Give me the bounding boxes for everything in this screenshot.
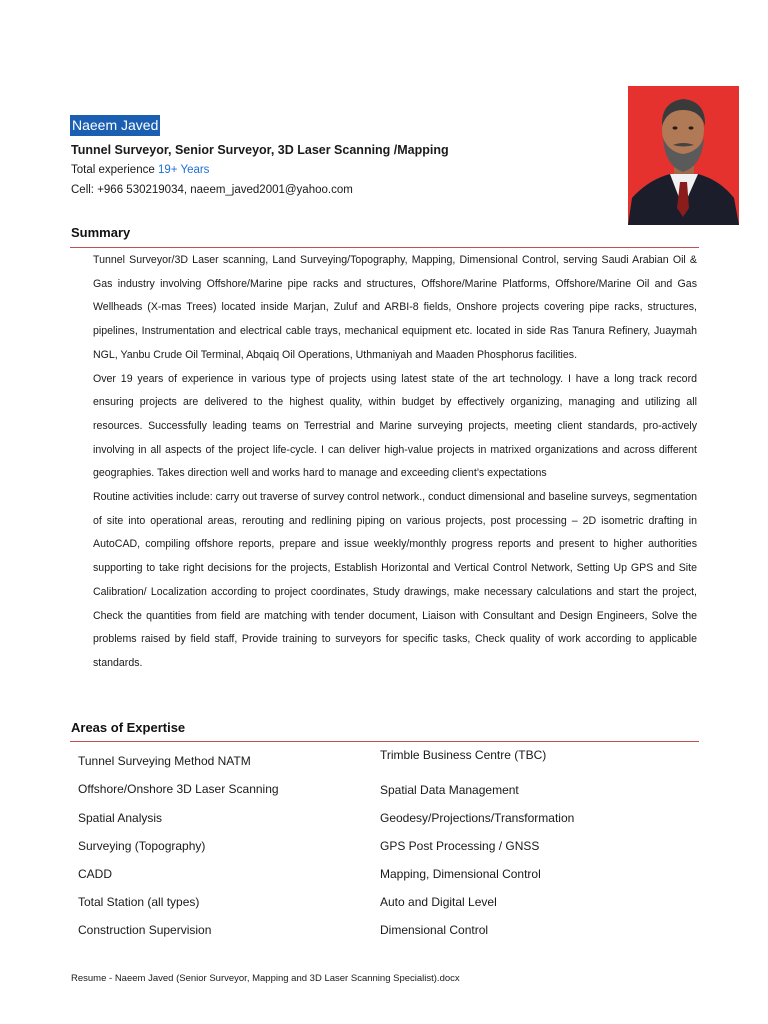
experience-years: 19+ Years [157,164,210,176]
total-experience [71,164,209,176]
experience-label: Total experience [71,164,158,176]
expertise-item: CADD [78,867,113,881]
expertise-item: Geodesy/Projections/Transformation [380,811,575,825]
expertise-item: Trimble Business Centre (TBC) [380,748,547,762]
expertise-item: Surveying (Topography) [78,839,206,853]
document-footer: Resume - Naeem Javed (Senior Surveyor, Mapping and 3D Laser Scanning Specialist).docx [71,973,460,984]
summary-heading: Summary [71,225,131,240]
expertise-item: Mapping, Dimensional Control [380,867,541,881]
expertise-divider [70,741,699,742]
summary-paragraph: Tunnel Surveyor/3D Laser scanning, Land Surveying/Topography, Mapping, Dimensional Control, serving Saudi Arabian Oil & Gas industry involving Offshore/Marine pipe racks and structures, Offshore/Marine Platforms, Offshore/Marine Oil and Gas Wellheads (X-mas Trees) located inside Marjan, Zuluf and ARBI-8 fields, Onshore projects covering pipe racks, structures, pipelines, Instrumentation and electrical cable trays, mechanical equipment etc. located in side Ras Tanura Refinery, Juaymah NGL, Yanbu Crude Oil Terminal, Abqaiq Oil Operations, Uthmaniyah and Maaden Phosphorus facilities. [93,254,697,361]
portrait-photo [628,86,739,225]
candidate-name: Naeem Javed [70,115,160,136]
expertise-item: Dimensional Control [380,923,489,937]
contact-info: Cell: +966 530219034, naeem_javed2001@yahoo.com [71,184,353,196]
summary-paragraph: Routine activities include: carry out traverse of survey control network., conduct dimensional and baseline surveys, segmentation of site into operational areas, rerouting and redlining piping on various projects, post processing – 2D isometric drafting in AutoCAD, compiling offshore reports, prepare and issue weekly/monthly progress reports and present to higher authorities supporting to take right decisions for the projects, Establish Horizontal and Vertical Control Network, Setting Up GPS and Site Calibration/ Localization according to project coordinates, Study drawings, make necessary calculations and start the project, Check the quantities from field are matching with tender document, Liaison with Consultant and Design Engineers, Solve the problems raised by field staff, Provide training to surveyors for specific tasks, Check quality of work according to applicable standards. [93,491,697,669]
job-title: Tunnel Surveyor, Senior Surveyor, 3D Laser Scanning /Mapping [71,143,449,157]
summary-paragraph: Over 19 years of experience in various type of projects using latest state of the art technology. I have a long track record ensuring projects are delivered to the highest quality, within budget by effectively organizing, managing and utilizing all resources. Successfully leading teams on Terrestrial and Marine surveying projects, meeting client standards, pro-actively involving in all aspects of the project life-cycle. I can deliver high-value projects in matrixed organizations and across different geographies. Takes direction well and works hard to manage and exceeding client’s expectations [93,372,697,480]
expertise-item: Spatial Analysis [78,811,163,825]
expertise-item: Construction Supervision [78,923,212,937]
expertise-item: GPS Post Processing / GNSS [380,839,540,853]
expertise-item: Total Station (all types) [78,895,200,909]
expertise-heading: Areas of Expertise [71,720,186,735]
expertise-item: Offshore/Onshore 3D Laser Scanning [78,782,279,796]
expertise-item: Tunnel Surveying Method NATM [78,754,251,768]
summary-text [93,249,697,676]
portrait-icon [628,86,739,225]
expertise-item: Spatial Data Management [380,783,519,797]
expertise-item: Auto and Digital Level [380,895,497,909]
summary-divider [70,247,699,248]
